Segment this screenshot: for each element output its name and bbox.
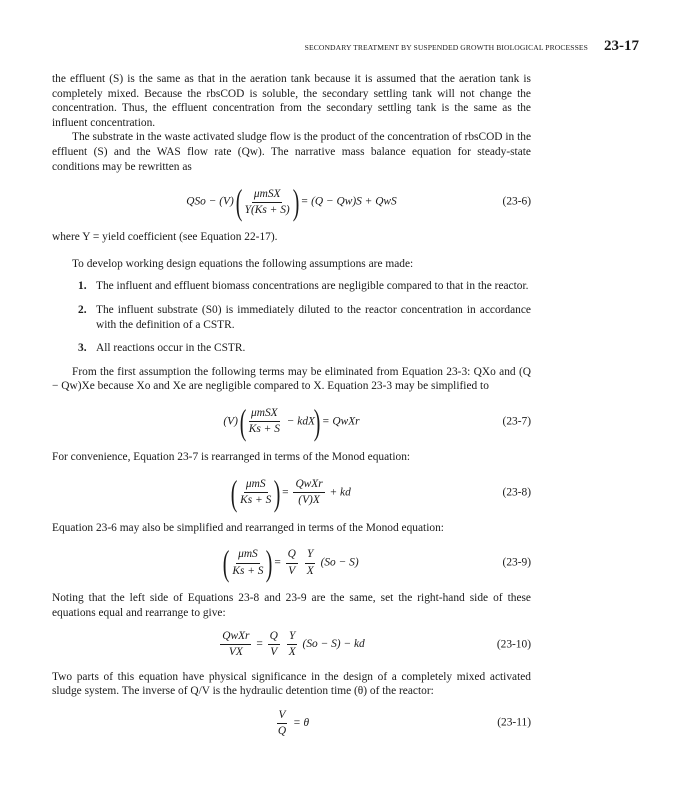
page-number: 23-17 (604, 38, 639, 54)
equation-number: (23-9) (502, 556, 531, 569)
equation-23-11: $\frac{V}{Q}$ = θ (23-11) (277, 708, 531, 737)
page-header (50, 38, 639, 56)
equation-number: (23-11) (497, 717, 531, 729)
equation-23-6: QSo − (V) ( $\frac{\text{μmSX}}{Y(Ks + S)}$ ) = (Q − Qw)S + QwS (23-6) (186, 182, 531, 223)
paragraph-9: Two parts of this equation have physical significance in the design of a completely mixed activated sludge system. The inverse of Q/V is the hydraulic detention time (θ) of the reactor: (52, 670, 531, 698)
equation-23-7: (V) ( $\frac{\text{μmSX}}{Ks + S}$ − kdX) = QwXr (23-7) (223, 401, 531, 442)
equation-23-8: ( $\frac{\text{μmS}}{Ks + S}$ ) = $\frac{\text{QwXr}}{(V)X}$ + kd (23-8) (230, 472, 531, 513)
equation-number: (23-7) (502, 415, 531, 428)
paragraph-8: Noting that the left side of Equations 23-8 and 23-9 are the same, set the right-hand side of these equations equal and rearrange to give: (52, 592, 531, 619)
paragraph-1: the effluent (S) is the same as that in the aeration tank because it is assumed that the aeration tank is completely mixed. Because the rbsCOD is soluble, the secondary settling tank will not change the concentration. Thus, the effluent concentration from the secondary settling tank is the same as the influent concentration. (52, 73, 531, 129)
equation-number: (23-6) (502, 195, 531, 208)
paragraph-7: Equation 23-6 may also be simplified and rearranged in terms of the Monod equation: (52, 521, 444, 534)
equation-23-9: ( $\frac{\text{μmS}}{Ks + S}$ ) = $\frac{Q}{V}$ $\frac{Y}{X}$ (So − S) (23-9) (223, 543, 531, 584)
equation-number: (23-10) (496, 638, 531, 651)
equation-number: (23-8) (502, 486, 531, 499)
assumption-list (52, 279, 531, 355)
page-body (52, 72, 531, 748)
paragraph-3: where Y = yield coefficient (see Equation 22-17). (52, 231, 278, 244)
paragraph-2: The substrate in the waste activated sludge flow is the product of the concentration of rbsCOD in the effluent (S) and the WAS flow rate (Qw). The narrative mass balance equation for steady-state conditions may be rewritten as (52, 131, 531, 173)
paragraph-6: For convenience, Equation 23-7 is rearranged in terms of the Monod equation: (52, 450, 411, 463)
list-item: 1. The influent and effluent biomass concentrations are negligible compared to that in the reactor. (78, 280, 529, 293)
running-head: SECONDARY TREATMENT BY SUSPENDED GROWTH BIOLOGICAL PROCESSES (304, 43, 588, 52)
paragraph-4: To develop working design equations the following assumptions are made: (72, 257, 414, 270)
list-item: 3. All reactions occur in the CSTR. (78, 342, 246, 355)
paragraph-5: From the first assumption the following terms may be eliminated from Equation 23-3: QXo and (Q − Qw)Xe because Xo and Xe are negligible compared to X. Equation 23-3 may be simplified to (52, 365, 531, 393)
list-item: 2. The influent substrate (S0) is immediately diluted to the reactor concentration in accordance with the definition of a CSTR. (78, 303, 531, 331)
equation-23-10: $\frac{\text{QwXr}}{VX}$ = $\frac{Q}{V}$ $\frac{Y}{X}$ (So − S) − kd (23-10) (222, 630, 531, 659)
